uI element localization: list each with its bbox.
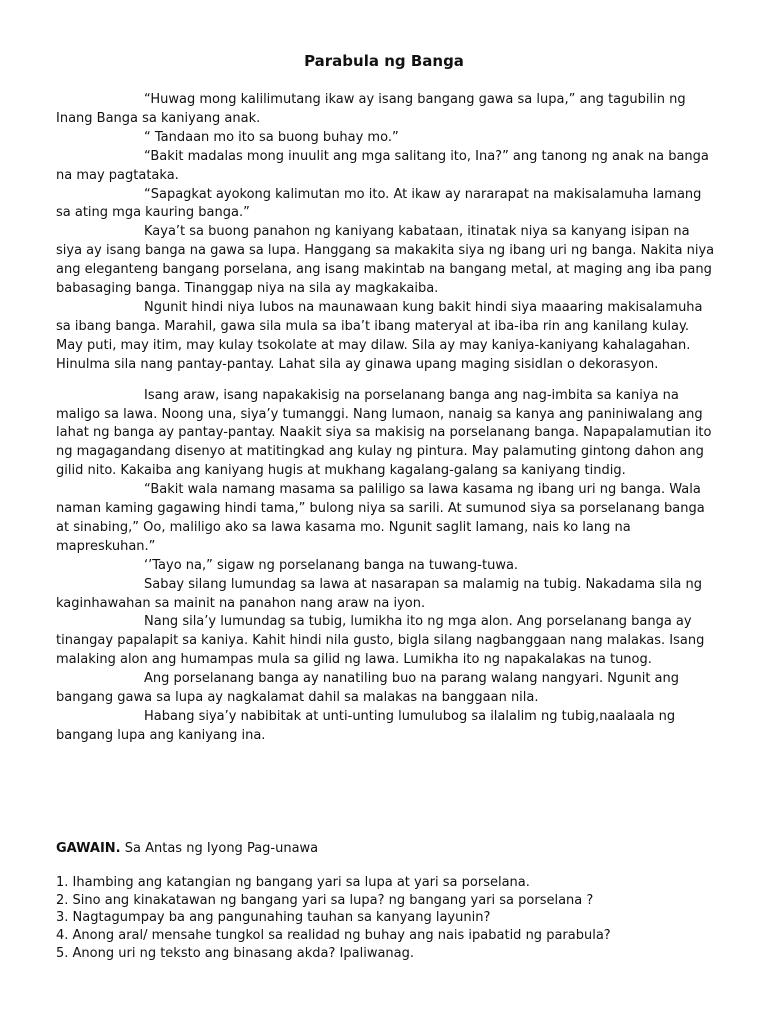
paragraph: Ngunit hindi niya lubos na maunawaan kung bakit hindi siya maaaring makisalamuha sa ibang banga. Marahil, gawa sila mula sa iba’t ibang materyal at iba-iba rin ang kanilang kulay. May puti, may itim, may kulay tsokolate at may dilaw. Sila ay may kaniya-kaniyang kahalagahan. Hinulma sila nang pantay-pantay. Lahat sila ay ginawa upang maging sisidlan o dekorasyon. (56, 299, 703, 372)
paragraph: Isang araw, isang napakakisig na porselanang banga ang nag-imbita sa kaniya na maligo sa lawa. Noong una, siya’y tumanggi. Nang lumaon, nanaig sa kanya ang paniniwalang ang lahat ng banga ay pantay-pantay. Naakit siya sa makisig na porselanang banga. Napapalamutian ito ng magagandang disenyo at matitingkad ang kulay ng pintura. May palamuting gintong dahon ang gilid nito. Kakaiba ang kaniyang hugis at mukhang kagalang-galang sa kaniyang tindig. (56, 387, 712, 479)
gawain-label: GAWAIN. (56, 841, 121, 856)
gawain-subtitle: Sa Antas ng Iyong Pag-unawa (124, 841, 319, 856)
paragraph: ‘’Tayo na,” sigaw ng porselanang banga na tuwang-tuwa. (144, 557, 519, 573)
paragraph: Habang siya’y nabibitak at unti-unting lumulubog sa ilalalim ng tubig,naalaala ng bangang lupa ang kaniyang ina. (56, 709, 676, 743)
paragraph: Kaya’t sa buong panahon ng kaniyang kabataan, itinatak niya sa kanyang isipan na siya ay isang banga na gawa sa lupa. Hanggang sa makakita siya ng ibang uri ng banga. Nakita niya ang eleganteng bangang porselana, ang isang makintab na bangang metal, at maging ang iba pang babasaging banga. Tinanggap niya na sila ay magkakaiba. (56, 224, 715, 297)
question-item: 4. Anong aral/ mensahe tungkol sa realidad ng buhay ang nais ipabatid ng parabula? (56, 928, 611, 944)
paragraph: “Bakit madalas mong inuulit ang mga salitang ito, Ina?” ang tanong ng anak na banga na may pagtataka. (56, 148, 709, 183)
story-body (56, 91, 718, 746)
paragraph: “Bakit wala namang masama sa paliligo sa lawa kasama ng ibang uri ng banga. Wala naman kaming gagawing hindi tama,” bulong niya sa sarili. At sumunod siya sa porselanang banga at sinabing,” Oo, maliligo ako sa lawa kasama mo. Ngunit saglit lamang, nais ko lang na mapreskuhan.” (56, 482, 705, 554)
document-title: Parabula ng Banga (304, 52, 464, 70)
question-item: 2. Sino ang kinakatawan ng bangang yari sa lupa? ng bangang yari sa porselana ? (56, 892, 594, 908)
question-item: 1. Ihambing ang katangian ng bangang yari sa lupa at yari sa porselana. (56, 875, 530, 890)
paragraph: Nang sila’y lumundag sa tubig, lumikha ito ng mga alon. Ang porselanang banga ay tinangay papalapit sa kaniya. Kahit hindi nila gusto, bigla silang nagbanggaan nang malakas. Isang malaking alon ang humampas mula sa gilid ng lawa. Lumikha ito ng napakalakas na tunog. (56, 614, 705, 668)
question-item: 5. Anong uri ng teksto ang binasang akda? Ipaliwanag. (56, 945, 415, 961)
question-list (56, 874, 718, 963)
question-item: 3. Nagtagumpay ba ang pangunahing tauhan sa kanyang layunin? (56, 910, 491, 926)
paragraph: Ang porselanang banga ay nanatiling buo na parang walang nangyari. Ngunit ang bangang gawa sa lupa ay nagkalamat dahil sa malakas na banggaan nila. (56, 671, 680, 706)
paragraph: Sabay silang lumundag sa lawa at nasarapan sa malamig na tubig. Nakadama sila ng kaginhawahan sa mainit na panahon nang araw na iyon. (56, 576, 702, 611)
paragraph: “Huwag mong kalilimutang ikaw ay isang bangang gawa sa lupa,” ang tagubilin ng Inang Banga sa kaniyang anak. (56, 92, 686, 126)
gawain-heading (56, 840, 718, 858)
paragraph: “Sapagkat ayokong kalimutan mo ito. At ikaw ay nararapat na makisalamuha lamang sa ating mga kauring banga.” (56, 186, 702, 221)
paragraph: “ Tandaan mo ito sa buong buhay mo.” (144, 129, 399, 145)
